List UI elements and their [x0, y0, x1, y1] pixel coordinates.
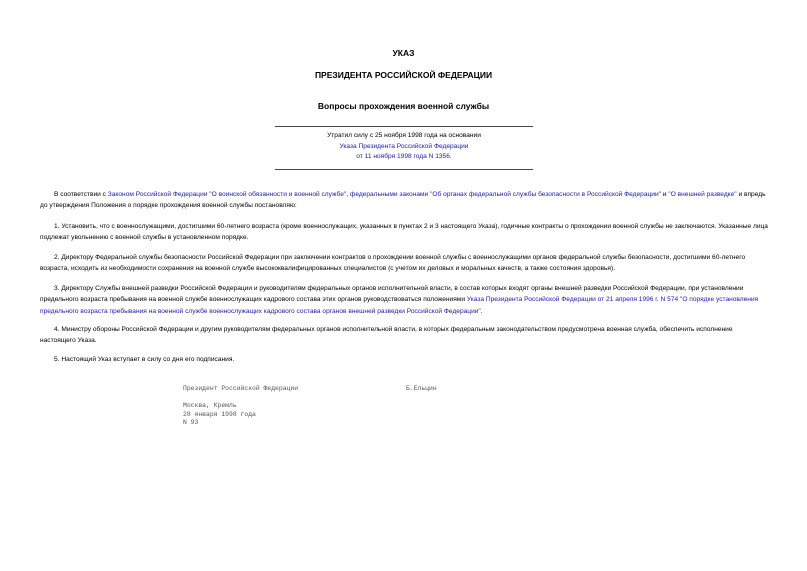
- link-law-fsb[interactable]: федеральными законами "Об органах федеральной службы безопасности в Российской Федерации": [349, 191, 661, 198]
- item-3-paragraph: [40, 283, 770, 317]
- signature-place: Москва, Кремль: [183, 402, 237, 409]
- preamble-paragraph: [40, 189, 770, 212]
- link-decree-574[interactable]: Указа Президента Российской Федерации от 21 апреля 1996 г. N 574 "О порядке установления предельного возраста пребывания на военной службе военнослужащих кадрового состава органов внешней разведки Российской Федерации": [40, 296, 759, 315]
- item-3-text: 3. Директору Службы внешней разведки Российской Федерации и руководителям федеральных органов исполнительной власти, в состав которых входят органы внешней разведки Российской Федерации, при установлении предельного возраста пребывания на военной службе военнослужащих кадрового состава этих органов руководствоваться положениями: [40, 285, 744, 304]
- revocation-text: Утратил силу с 25 ноября 1998 года на основании: [327, 132, 481, 139]
- preamble-text-4: и впредь до утверждения Положения о порядке прохождения военной службы постановляю:: [40, 191, 766, 210]
- preamble-text-2: ,: [346, 191, 350, 198]
- decree-title: УКАЗ: [392, 48, 415, 58]
- divider-bottom: [275, 169, 533, 170]
- link-law-foreign-intelligence[interactable]: "О внешней разведке": [668, 191, 737, 198]
- revocation-link-date[interactable]: от 11 ноября 1998 года N 1356.: [356, 153, 452, 160]
- link-law-military-duty[interactable]: Законом Российской Федерации "О воинской обязанности и военной службе": [107, 191, 347, 198]
- signature-place-block: [183, 402, 256, 428]
- signature-name: Б.Ельцин: [406, 385, 437, 392]
- item-2-paragraph: 2. Директору Федеральной службы безопасности Российской Федерации при заключении контрактов о прохождении военной службы с военнослужащими органов федеральной службы безопасности, достигшими 60-летнего возраста, исходить из необходимости сохранения на военной службе высококвалифицированных специалистов (с учетом их деловых и моральных качеств, а также состояния здоровья).: [40, 254, 746, 273]
- revocation-note: [275, 126, 533, 170]
- preamble-text-3: и: [661, 191, 669, 198]
- decree-issuer: ПРЕЗИДЕНТА РОССИЙСКОЙ ФЕДЕРАЦИИ: [314, 70, 493, 80]
- signature-number: N 93: [183, 419, 199, 427]
- item-5-paragraph: 5. Настоящий Указ вступает в силу со дня его подписания.: [54, 356, 235, 363]
- signature-position: Президент Российской Федерации: [183, 385, 299, 392]
- preamble-text-1: В соответствии с: [54, 191, 108, 198]
- signature-date: 28 января 1998 года: [183, 410, 256, 418]
- item-1-paragraph: 1. Установить, что с военнослужащими, достигшими 60-летнего возраста (кроме военнослужащих, указанных в пунктах 2 и 3 настоящего Указа), годичные контракты о прохождении военной службы не заключаются. Указанные лица подлежат увольнению с военной службы в установленном порядке.: [40, 223, 768, 242]
- decree-subject: Вопросы прохождения военной службы: [317, 101, 490, 111]
- item-4-paragraph: 4. Министру обороны Российской Федерации и другим руководителям федеральных органов исполнительной власти, в которых федеральным законодательством предусмотрена военная служба, обеспечить исполнение настоящего Указа.: [40, 326, 733, 345]
- revocation-link-decree[interactable]: Указа Президента Российской Федерации: [339, 142, 469, 150]
- item-3-end: .: [480, 307, 483, 315]
